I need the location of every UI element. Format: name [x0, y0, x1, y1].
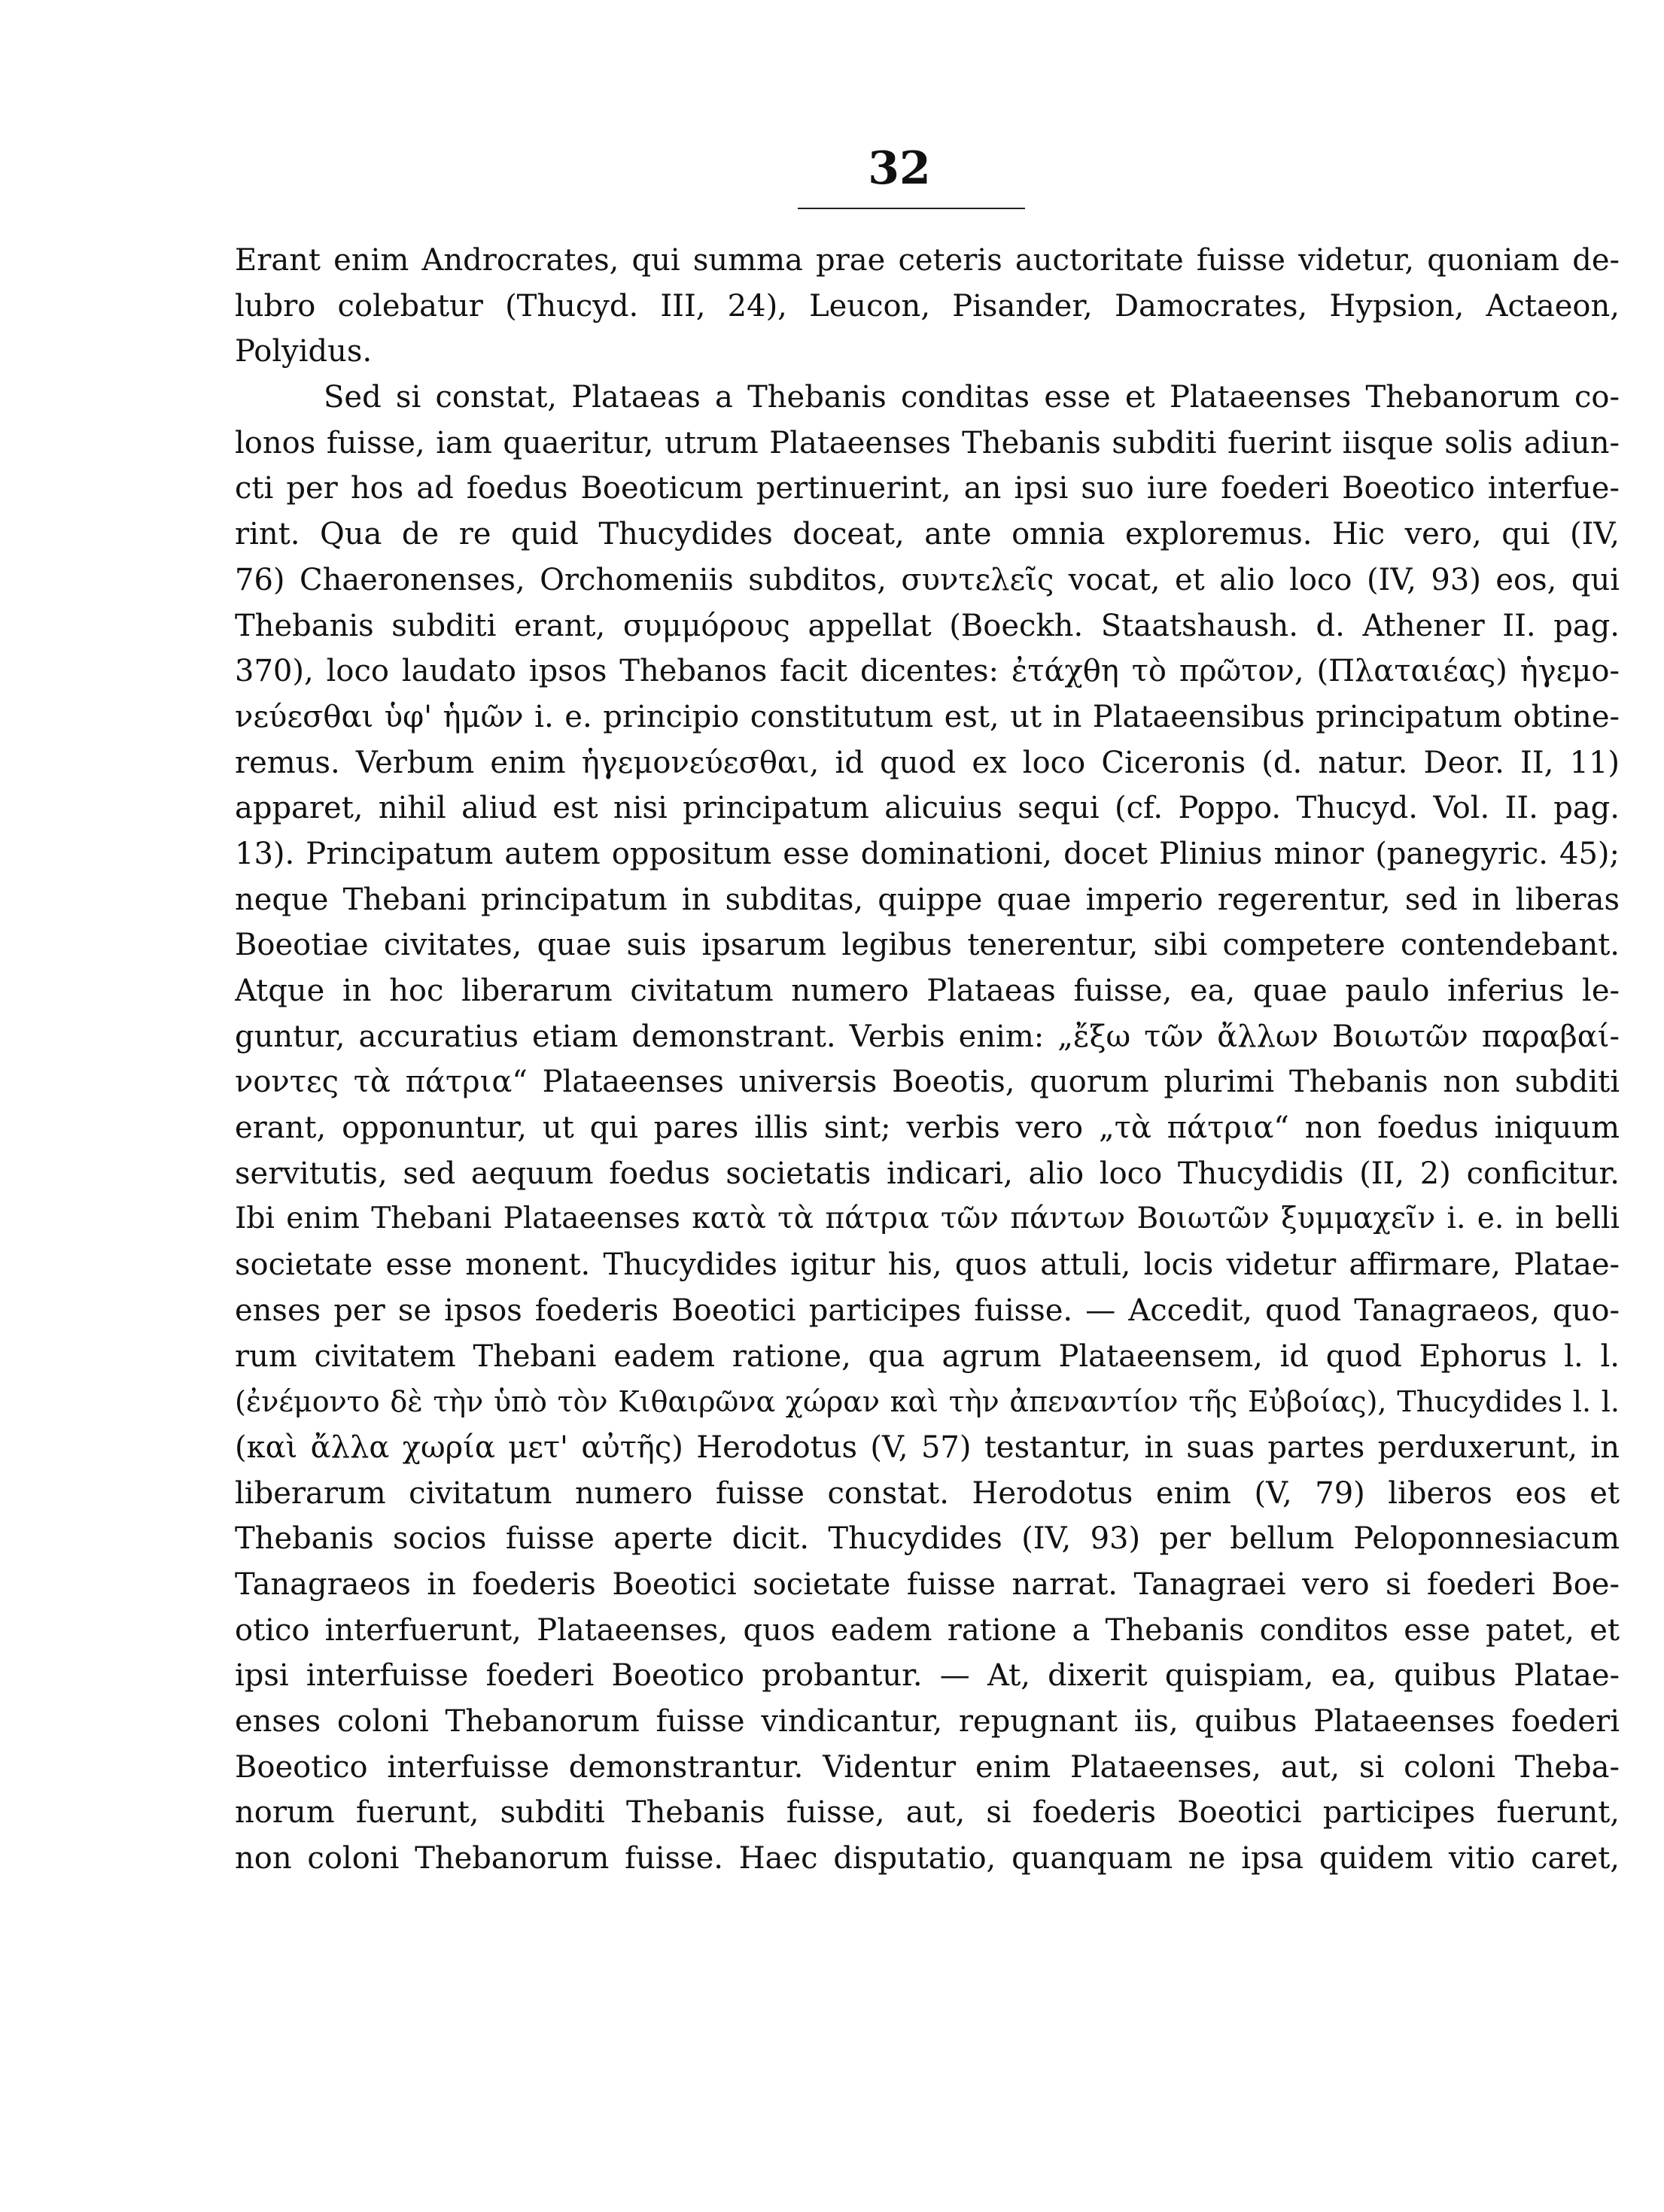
text-line: νοντες τὰ πάτρια“ Plataeenses universis Boeotis, quorum plurimi Thebanis non subditi — [235, 1065, 1620, 1100]
text-line: neque Thebani principatum in subditas, quippe quae imperio regerentur, sed in liberas — [235, 882, 1620, 917]
text-line: erant, opponuntur, ut qui pares illis sint; verbis vero „τὰ πάτρια“ non foedus iniquum — [235, 1111, 1620, 1146]
text-line: rint. Qua de re quid Thucydides doceat, ante omnia exploremus. Hic vero, qui (IV, — [235, 517, 1620, 552]
text-line: lonos fuisse, iam quaeritur, utrum Plataeenses Thebanis subditi fuerint iisque solis adiun- — [235, 425, 1620, 460]
text-line: societate esse monent. Thucydides igitur his, quos attuli, locis videtur affirmare, Platae- — [235, 1247, 1620, 1283]
text-line: Tanagraeos in foederis Boeotici societate fuisse narrat. Tanagraei vero si foederi Boe- — [235, 1566, 1620, 1602]
text-line: liberarum civitatum numero fuisse constat. Herodotus enim (V, 79) liberos eos et — [235, 1475, 1620, 1511]
header-rule — [798, 208, 1025, 209]
text-line: guntur, accuratius etiam demonstrant. Verbis enim: „ἔξω τῶν ἄλλων Βοιωτῶν παραβαί- — [235, 1019, 1620, 1054]
text-line: 13). Principatum autem oppositum esse dominationi, docet Plinius minor (panegyric. 45); — [235, 836, 1620, 871]
text-line: Boeotico interfuisse demonstrantur. Videntur enim Plataeenses, aut, si coloni Theba- — [235, 1749, 1620, 1785]
text-line: otico interfuerunt, Plataeenses, quos eadem ratione a Thebanis conditos esse patet, et — [235, 1612, 1620, 1648]
text-line: norum fuerunt, subditi Thebanis fuisse, aut, si foederis Boeotici participes fuerunt, — [235, 1795, 1620, 1831]
text-line: rum civitatem Thebani eadem ratione, qua agrum Plataeensem, id quod Ephorus l. l. — [235, 1338, 1620, 1374]
text-line: (ἐνέμοντο δὲ τὴν ὑπὸ τὸν Κιθαιρῶνα χώραν καὶ τὴν ἀπεναντίον τῆς Εὐβοίας), Thucydides l. l. — [235, 1385, 1620, 1419]
text-line: 76) Chaeronenses, Orchomeniis subditos, συντελεῖς vocat, et alio loco (IV, 93) eos, qui — [235, 562, 1620, 597]
text-line: (καὶ ἄλλα χωρία μετ' αὐτῆς) Herodotus (V, 57) testantur, in suas partes perduxerunt, in — [235, 1430, 1620, 1465]
text-line: νεύεσθαι ὑφ' ἡμῶν i. e. principio constitutum est, ut in Plataeensibus principatum obtine- — [235, 699, 1620, 734]
text-line: ipsi interfuisse foederi Boeotico probantur. — At, dixerit quispiam, ea, quibus Platae- — [235, 1658, 1620, 1694]
text-line: Thebanis subditi erant, συμμόρους appellat (Boeckh. Staatshaush. d. Athener II. pag. — [235, 608, 1620, 643]
text-line: remus. Verbum enim ἡγεμονεύεσθαι, id quod ex loco Ciceronis (d. natur. Deor. II, 11) — [235, 745, 1620, 780]
page-number: 32 — [868, 142, 931, 195]
text-line: enses per se ipsos foederis Boeotici participes fuisse. — Accedit, quod Tanagraeos, quo- — [235, 1293, 1620, 1328]
text-line: Ibi enim Thebani Plataeenses κατὰ τὰ πάτρια τῶν πάντων Βοιωτῶν ξυμμαχεῖν i. e. in belli — [235, 1202, 1620, 1236]
text-line: Sed si constat, Plataeas a Thebanis conditas esse et Plataeenses Thebanorum co- — [324, 380, 1620, 415]
text-line: Atque in hoc liberarum civitatum numero Plataeas fuisse, ea, quae paulo inferius le- — [235, 974, 1620, 1008]
text-line: enses coloni Thebanorum fuisse vindicantur, repugnant iis, quibus Plataeenses foederi — [235, 1704, 1620, 1739]
text-line: apparet, nihil aliud est nisi principatum alicuius sequi (cf. Poppo. Thucyd. Vol. II. pag. — [235, 791, 1620, 826]
text-line: non coloni Thebanorum fuisse. Haec disputatio, quanquam ne ipsa quidem vitio caret, — [235, 1841, 1620, 1876]
text-line: Boeotiae civitates, quae suis ipsarum legibus tenerentur, sibi competere contendebant. — [235, 928, 1620, 963]
text-line: lubro colebatur (Thucyd. III, 24), Leucon, Pisander, Damocrates, Hypsion, Actaeon, — [235, 288, 1620, 324]
text-line: Thebanis socios fuisse aperte dicit. Thucydides (IV, 93) per bellum Peloponnesiacum — [235, 1521, 1620, 1557]
text-line: servitutis, sed aequum foedus societatis indicari, alio loco Thucydidis (II, 2) conficitur. — [235, 1156, 1620, 1191]
body-text — [235, 238, 1620, 1882]
text-line: 370), loco laudato ipsos Thebanos facit dicentes: ἐτάχθη τὸ πρῶτον, (Πλαταιέας) ἡγεμο- — [235, 654, 1620, 689]
text-line: cti per hos ad foedus Boeoticum pertinuerint, an ipsi suo iure foederi Boeotico interfue- — [235, 471, 1620, 506]
text-line: Erant enim Androcrates, qui summa prae ceteris auctoritate fuisse videtur, quoniam de- — [235, 243, 1620, 278]
text-line: Polyidus. — [235, 334, 373, 369]
